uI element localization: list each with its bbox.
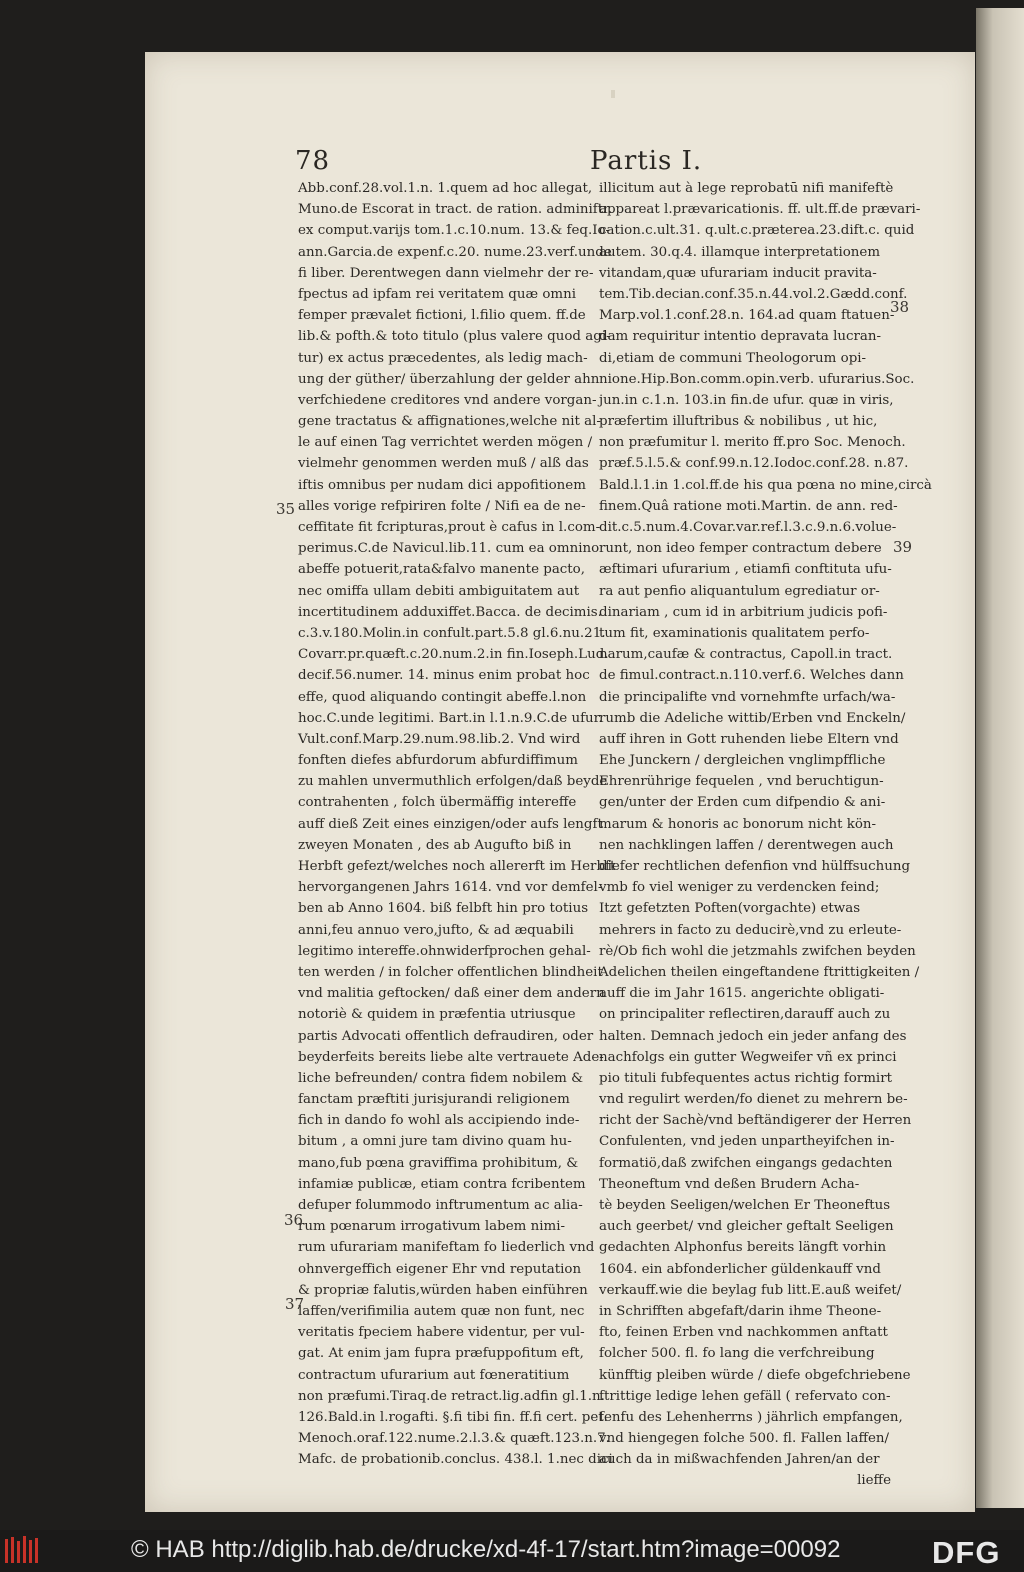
right-column-line: folcher 500. fl. fo lang die verfchreibung [599, 1346, 875, 1362]
left-column-line: ann.Garcia.de expenf.c.20. nume.23.verf.unde [298, 244, 612, 260]
right-column-line: nione.Hip.Bon.comm.opin.verb. ufurarius.Soc. [599, 371, 915, 387]
right-column-line: Itzt gefetzten Poften(vorgachte) etwas [599, 901, 861, 917]
left-column-line: ung der güther/ überzahlung der gelder ahn [298, 371, 600, 387]
right-column-line: tè beyden Seeligen/welchen Er Theoneftus [599, 1198, 891, 1213]
paper-fleck [611, 90, 615, 98]
left-column-line: vielmehr genommen werden muß / alß das [298, 456, 589, 472]
right-column-line: formatiö,daß zwifchen eingangs gedachten [599, 1155, 893, 1171]
left-column-line: contractum ufurarium aut fœneratitium [298, 1367, 570, 1383]
left-column-line: incertitudinem adduxiffet.Bacca. de decimis. [298, 604, 602, 620]
right-column-line: narum,caufæ & contractus, Capoll.in tract. [599, 647, 893, 663]
left-column-line: decif.56.numer. 14. minus enim probat hoc [298, 668, 590, 684]
left-column-line: fanctam præftiti jurisjurandi religionem [298, 1092, 570, 1108]
right-column-line: de fimul.contract.n.110.verf.6. Welches dann [599, 668, 904, 684]
left-column-line: perimus.C.de Navicul.lib.11. cum ea omnino [298, 541, 600, 557]
right-column-line: ftrittige ledige lehen gefäll ( refervato con- [599, 1388, 891, 1404]
left-column-line: ceffitate fit fcripturas,prout è cafus in l.com- [298, 520, 601, 535]
right-column-line: autem. 30.q.4. illamque interpretationem [599, 244, 881, 260]
left-column-line: defuper folummodo inftrumentum ac alia- [298, 1198, 583, 1213]
right-column-line: finem.Quâ ratione moti.Martin. de ann. red- [599, 498, 898, 514]
left-column-line: vnd malitia geftocken/ daß einer dem andern [298, 986, 605, 1002]
right-column-line: vnd regulirt werden/fo dienet zu mehrern be- [599, 1092, 908, 1108]
left-column-line: infamiæ publicæ, etiam contra fcribentem [298, 1176, 586, 1192]
right-column-line: præf.5.l.5.& conf.99.n.12.Iodoc.conf.28. n.87. [599, 456, 909, 472]
right-column-line: Theoneftum vnd deßen Brudern Acha- [599, 1176, 860, 1192]
right-column-line: ra aut penfio aliquantulum egrediatur or- [599, 583, 880, 599]
left-column-line: rum pœnarum irrogativum labem nimi- [298, 1219, 566, 1235]
right-column-line: vitandam,quæ ufurariam inducit pravita- [599, 265, 877, 281]
left-column-line: & propriæ falutis,würden haben einführen [298, 1282, 588, 1298]
left-column-line: Mafc. de probationib.conclus. 438.l. 1.nec dici [298, 1452, 613, 1468]
right-column-line: tum fit, examinationis qualitatem perfo- [599, 625, 870, 641]
left-column-line: fonften diefes abfurdorum abfurdiffimum [298, 753, 578, 769]
right-column-line: verkauff.wie die beylag fub litt.E.auß weifet/ [599, 1282, 902, 1298]
right-column-line: marum & honoris ac bonorum nicht kön- [599, 816, 877, 832]
left-column-line: femper prævalet fictioni, l.filio quem. ff.de [298, 308, 586, 324]
left-column-line: Abb.conf.28.vol.1.n. 1.quem ad hoc allegat, [298, 181, 593, 196]
catchword: lieffe [857, 1473, 891, 1489]
left-column-line: contrahenten , folch übermäffig intereffe [298, 795, 577, 811]
left-column-line: nec omiffa ullam debiti ambiguitatem aut [298, 583, 580, 599]
left-column-line: abeffe potuerit,rata&falvo manente pacto, [298, 562, 586, 578]
left-column-line: fi liber. Derentwegen dann vielmehr der re- [298, 265, 594, 281]
left-column-line: ohnvergeffich eigener Ehr vnd reputation [298, 1261, 582, 1277]
right-column-line: illicitum aut à lege reprobatū nifi manifeftè [599, 181, 894, 196]
left-column-line: lib.& pofth.& toto titulo (plus valere quod agi- [298, 329, 611, 345]
left-text-column [298, 178, 616, 1470]
margin-number-35: 35 [276, 500, 296, 518]
left-column-line: hervorgangenen Jahrs 1614. vnd vor demfel- [298, 880, 603, 896]
left-column-line: laffen/verifimilia autem quæ non funt, nec [298, 1303, 585, 1319]
left-column-line: fich in dando fo wohl als accipiendo inde- [298, 1113, 580, 1129]
right-column-line: halten. Demnach jedoch ein jeder anfang des [599, 1028, 907, 1044]
hab-library-icon [4, 1535, 44, 1565]
right-column-line: fenfu des Lehenherrns ) jährlich empfangen, [599, 1409, 903, 1425]
left-column-line: ben ab Anno 1604. biß felbft hin pro totius [298, 901, 589, 917]
margin-number-37: 37 [285, 1295, 305, 1313]
margin-number-36: 36 [284, 1211, 304, 1229]
right-column-line: auch geerbet/ vnd gleicher geftalt Seeligen [599, 1219, 894, 1235]
right-column-line: vmb fo viel weniger zu verdencken feind; [599, 880, 880, 896]
left-column-line: anni,feu annuo vero,jufto, & ad æquabili [298, 922, 574, 938]
left-column-line: Covarr.pr.quæft.c.20.num.2.in fin.Ioseph.Lud. [298, 647, 609, 663]
left-column-line: veritatis fpeciem habere videntur, per vul- [298, 1325, 585, 1341]
margin-number-39: 39 [893, 538, 913, 556]
right-column-line: Ehe Junckern / dergleichen vnglimpffliche [599, 753, 886, 769]
left-column-line: effe, quod aliquando contingit abeffe.l.non [298, 689, 587, 705]
left-column-line: mano,fub pœna graviffima prohibitum, & [298, 1155, 579, 1171]
left-column-line: verfchiedene creditores vnd andere vorgan- [298, 392, 597, 408]
right-column-line: in Schrifften abgefaft/darin ihme Theone- [599, 1303, 882, 1319]
right-column-line: gedachten Alphonfus bereits längft vorhin [599, 1240, 887, 1256]
right-column-line: richt der Sachè/vnd beftändigerer der Herren [599, 1113, 912, 1129]
left-column-line: gat. At enim jam fupra præfuppofitum eft, [298, 1346, 584, 1362]
left-column-line: alles vorige refpiriren folte / Nifi ea de ne- [298, 498, 586, 514]
page-number: 78 [295, 146, 331, 176]
left-column-line: fpectus ad ipfam rei veritatem quæ omni [298, 286, 577, 302]
left-column-line: Vult.conf.Marp.29.num.98.lib.2. Vnd wird [298, 731, 581, 747]
left-column-line: beyderfeits bereits liebe alte vertrauete Ade- [298, 1049, 604, 1065]
next-page-edge [976, 8, 1024, 1508]
right-column-line: tem.Tib.decian.conf.35.n.44.vol.2.Gædd.conf. [599, 286, 908, 302]
left-column-line: liche befreunden/ contra fidem nobilem & [298, 1070, 583, 1086]
right-column-line: auff die im Jahr 1615. angerichte obligati- [599, 986, 885, 1002]
left-column-line: ex comput.varijs tom.1.c.10.num. 13.& feq.Io- [298, 223, 611, 239]
left-column-line: gene tractatus & affignationes,welche nit al- [298, 414, 601, 430]
left-column-line: notoriè & quidem in præfentia utriusque [298, 1007, 576, 1023]
right-column-line: mehrers in facto zu deducirè,vnd zu erleute- [599, 922, 902, 938]
left-column-line: auff dieß Zeit eines einzigen/oder aufs lengft [298, 816, 603, 832]
right-column-line: vnd hiengegen folche 500. fl. Fallen laffen/ [599, 1431, 890, 1447]
margin-number-38: 38 [890, 298, 910, 316]
copyright-url[interactable]: © HAB http://diglib.hab.de/drucke/xd-4f-17/start.htm?image=00092 [131, 1536, 841, 1563]
right-column-line: rè/Ob fich wohl die jetzmahls zwifchen beyden [599, 943, 916, 959]
left-column-line: c.3.v.180.Molin.in confult.part.5.8 gl.6.nu.21. [298, 625, 606, 641]
left-column-line: legitimo intereffe.ohnwiderfprochen gehal- [298, 943, 591, 959]
right-column-line: on principaliter reflectiren,darauff auch zu [599, 1007, 891, 1023]
right-column-line: fto, feinen Erben vnd nachkommen anftatt [599, 1325, 888, 1341]
left-column-line: bitum , a omni jure tam divino quam hu- [298, 1134, 572, 1150]
right-column-line: diefer rechtlichen defenfion vnd hülffsuchung [599, 859, 911, 874]
right-column-line: præfertim illuftribus & nobilibus , ut hic, [599, 414, 878, 430]
right-column-line: dinariam , cum id in arbitrium judicis pofi- [599, 604, 888, 620]
right-column-line: Confulenten, vnd jeden unpartheyifchen in- [599, 1134, 895, 1150]
right-column-line: cation.c.ult.31. q.ult.c.præterea.23.dift.c. quid [599, 223, 915, 239]
dfg-logo: DFG [932, 1535, 1001, 1570]
left-column-line: le auf einen Tag verrichtet werden mögen / [298, 435, 593, 451]
left-column-line: zu mahlen unvermuthlich erfolgen/daß beyde [298, 774, 608, 790]
right-column-line: gen/unter der Erden cum difpendio & ani- [599, 795, 886, 811]
left-column-line: partis Advocati offentlich defraudiren, oder [298, 1028, 594, 1044]
right-column-line: 1604. ein abfonderlicher güldenkauff vnd [599, 1261, 881, 1277]
right-column-line: Ehrenrührige fequelen , vnd beruchtigun- [599, 774, 884, 790]
right-column-line: Adelichen theilen eingeftandene ftrittigkeiten / [599, 964, 920, 980]
right-column-line: non præfumitur l. merito ff.pro Soc. Menoch. [599, 435, 906, 451]
right-column-line: di,etiam de communi Theologorum opi- [599, 350, 867, 366]
right-column-line: dit.c.5.num.4.Covar.var.ref.l.3.c.9.n.6.volue- [599, 520, 897, 535]
left-column-line: Herbft gefezt/welches noch allererft im Herbft [298, 859, 616, 874]
right-column-line: runt, non ideo femper contractum debere [599, 541, 882, 557]
running-title: Partis I. [590, 146, 703, 176]
right-column-line: æftimari ufurarium , etiamfi conftituta ufu- [599, 562, 892, 578]
right-column-line: appareat l.prævaricationis. ff. ult.ff.de prævari- [599, 202, 921, 218]
left-column-line: non præfumi.Tiraq.de retract.lig.adfin gl.1.n. [298, 1388, 605, 1404]
right-column-line: nen nachklingen laffen / derentwegen auch [599, 837, 894, 853]
right-column-line: pio tituli fubfequentes actus richtig formirt [599, 1070, 892, 1086]
left-column-line: tur) ex actus præcedentes, als ledig mach- [298, 350, 588, 366]
right-column-line: Marp.vol.1.conf.28.n. 164.ad quam ftatuen- [599, 308, 895, 324]
left-column-line: zweyen Monaten , des ab Augufto biß in [298, 837, 572, 853]
right-column-line: jun.in c.1.n. 103.in fin.de ufur. quæ in viris, [599, 392, 894, 408]
left-column-line: 126.Bald.in l.rogafti. §.fi tibi fin. ff.fi cert. pet. [298, 1409, 608, 1425]
right-column-line: die principalifte vnd vornehmfte urfach/wa- [599, 689, 896, 705]
left-column-line: iftis omnibus per nudam dici appofitionem [298, 477, 586, 493]
right-column-line: nachfolgs ein gutter Wegweifer vñ ex princi [599, 1049, 897, 1065]
left-column-line: ten werden / in folcher offentlichen blindheit [298, 964, 603, 980]
left-column-line: hoc.C.unde legitimi. Bart.in l.1.n.9.C.de ufur. [298, 710, 603, 726]
right-column-line: dam requiritur intentio depravata lucran- [599, 329, 882, 345]
right-column-line: auch da in mißwachfenden Jahren/an der [599, 1452, 880, 1468]
right-column-line: auff ihren in Gott ruhenden liebe Eltern vnd [599, 731, 899, 747]
right-column-line: rumb die Adeliche wittib/Erben vnd Enckeln/ [599, 710, 906, 726]
right-column-line: künfftig pleiben würde / diefe obgefchriebene [599, 1367, 911, 1383]
left-column-line: Muno.de Escorat in tract. de ration. adminiftr. [298, 202, 613, 218]
left-column-line: Menoch.oraf.122.nume.2.l.3.& quæft.123.n.7. [298, 1431, 610, 1447]
left-column-line: rum ufurariam manifeftam fo liederlich vnd [298, 1240, 595, 1256]
right-column-line: Bald.l.1.in 1.col.ff.de his qua pœna no mine,circà [599, 477, 932, 493]
